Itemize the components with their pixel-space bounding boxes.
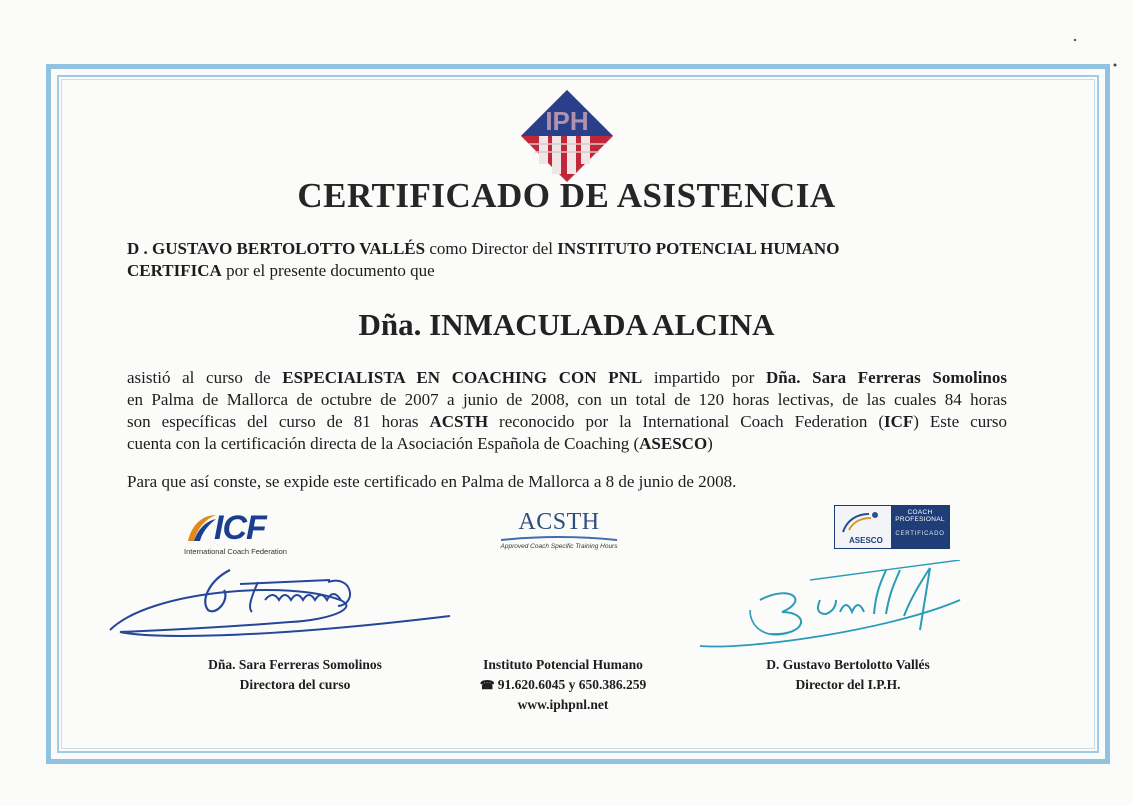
asesco-logo [834,505,950,549]
asesco-badge [891,506,949,548]
course-name: ESPECIALISTA EN COACHING CON PNL [282,368,643,387]
icf-logo-subtitle: International Coach Federation [184,547,287,556]
svg-text:IPH: IPH [545,106,589,136]
certifica-word: CERTIFICA [127,261,222,280]
text-segment: reconocido por la International Coach Federation ( [488,412,884,431]
signature-right-icon [690,560,990,670]
text-segment: impartido por [642,368,766,387]
signature-left-icon [90,560,470,660]
acsth-swoosh-icon [497,536,621,542]
institute-footer-name: Instituto Potencial Humano [483,657,643,672]
certifica-rest: por el presente documento que [221,261,435,280]
paper-specks [1070,30,1130,80]
institute-name: INSTITUTO POTENCIAL HUMANO [557,239,840,258]
acsth-logo [497,509,621,567]
course-paragraph [127,367,1007,455]
paragraph-line-3 [127,411,1007,433]
paragraph-line-1 [127,367,1007,389]
icf-swoosh-icon [184,511,218,545]
asesco-badge-line-1: COACH [907,509,933,516]
signer-right-name: D. Gustavo Bertolotto Vallés [766,657,930,672]
text-segment: son específicas del curso de 81 horas [127,412,430,431]
asesco-logo-panel [835,506,891,548]
asesco-logo-word: ASESCO [849,536,883,545]
text-segment: cuenta con la certificación directa de la Asociación Española de Coaching ( [127,434,640,453]
signature-block-right [728,655,968,695]
signer-left-role: Directora del curso [239,677,351,692]
text-segment: ) [707,434,713,453]
signer-left-name: Dña. Sara Ferreras Somolinos [208,657,382,672]
icf-bold: ICF [884,412,914,431]
asesco-laurel-icon [835,506,891,536]
text-segment: ) Este curso [913,412,1007,431]
asesco-badge-line-2: PROFESIONAL [895,516,945,523]
phone-icon: ☎ [479,678,495,692]
paragraph-line-2: en Palma de Mallorca de octubre de 2007 a junio de 2008, con un total de 120 horas lectivas, de las cuales 84 horas [127,390,1007,409]
icf-logo [184,509,294,555]
asesco-badge-line-3: CERTIFICADO [895,531,945,537]
certificate-title: CERTIFICADO DE ASISTENCIA [297,176,836,215]
director-name: D . GUSTAVO BERTOLOTTO VALLÉS [127,239,426,258]
role-text: como Director del [425,239,558,258]
acsth-bold: ACSTH [429,412,489,431]
institute-phone: 91.620.6045 y 650.386.259 [497,677,647,692]
closing-line: Para que así conste, se expide este certificado en Palma de Mallorca a 8 de junio de 2008. [127,472,737,491]
asesco-bold: ASESCO [639,434,708,453]
iph-logo-icon [519,88,615,184]
icf-logo-text: ICF [214,509,266,547]
signer-right-role: Director del I.P.H. [795,677,901,692]
recipient-name: Dña. INMACULADA ALCINA [358,307,775,342]
acsth-logo-subtitle: Approved Coach Specific Training Hours [500,543,618,550]
signature-block-center [448,655,678,715]
institute-phone-line [448,675,678,695]
paragraph-line-4 [127,433,1007,455]
text-segment: asistió al curso de [127,368,283,387]
intro-line-1 [127,239,839,259]
intro-line-2 [127,261,435,281]
instructor-name: Dña. Sara Ferreras Somolinos [765,368,1007,387]
institute-website: www.iphpnl.net [517,697,609,712]
acsth-logo-text: ACSTH [518,509,600,535]
signature-block-left [180,655,410,695]
